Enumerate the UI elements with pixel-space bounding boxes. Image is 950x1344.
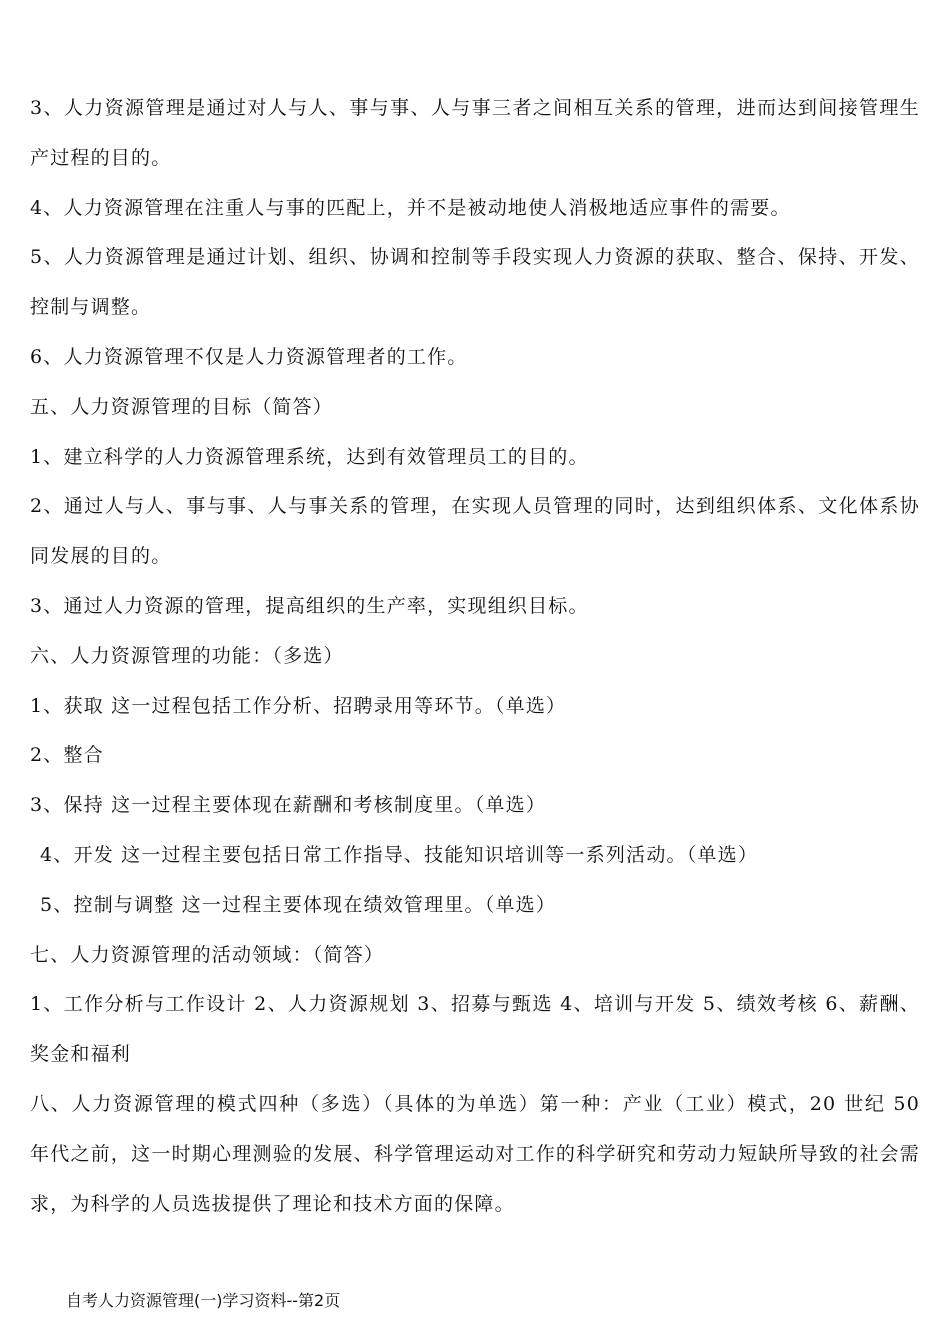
paragraph: 3、保持 这一过程主要体现在薪酬和考核制度里。（单选）: [30, 794, 547, 817]
paragraph: 4、开发 这一过程主要包括日常工作指导、技能知识培训等一系列活动。（单选）: [40, 843, 759, 866]
document-body: [30, 84, 920, 1229]
section-heading: 五、人力资源管理的目标（简答）: [30, 395, 334, 418]
paragraph: 1、工作分析与工作设计 2、人力资源规划 3、招募与甄选 4、培训与开发 5、绩效考核 6、薪酬、奖金和福利: [30, 993, 920, 1066]
section-heading: 七、人力资源管理的活动领域：（简答）: [30, 943, 385, 966]
paragraph: 3、通过人力资源的管理，提高组织的生产率，实现组织目标。: [30, 594, 589, 617]
paragraph: 2、整合: [30, 744, 104, 767]
paragraph: 6、人力资源管理不仅是人力资源管理者的工作。: [30, 345, 468, 368]
paragraph: 4、人力资源管理在注重人与事的匹配上，并不是被动地使人消极地适应事件的需要。: [30, 196, 791, 219]
paragraph: 5、人力资源管理是通过计划、组织、协调和控制等手段实现人力资源的获取、整合、保持、开发、控制与调整。: [30, 246, 920, 319]
section-heading: 六、人力资源管理的功能：（多选）: [30, 644, 344, 667]
paragraph: 2、通过人与人、事与事、人与事关系的管理，在实现人员管理的同时，达到组织体系、文化体系协同发展的目的。: [30, 495, 920, 568]
page-footer: 自考人力资源管理(一)学习资料--第2页: [66, 1291, 341, 1310]
section-heading: 八、人力资源管理的模式四种（多选）（具体的为单选）第一种：产业（工业）模式，20 世纪 50 年代之前，这一时期心理测验的发展、科学管理运动对工作的科学研究和劳动力短缺所导致的社会需求，为科学的人员选拔提供了理论和技术方面的保障。: [30, 1092, 920, 1215]
paragraph: 1、建立科学的人力资源管理系统，达到有效管理员工的目的。: [30, 445, 589, 468]
paragraph: 1、获取 这一过程包括工作分析、招聘录用等环节。（单选）: [30, 694, 567, 717]
paragraph: 5、控制与调整 这一过程主要体现在绩效管理里。（单选）: [40, 893, 557, 916]
paragraph: 3、人力资源管理是通过对人与人、事与事、人与事三者之间相互关系的管理，进而达到间接管理生产过程的目的。: [30, 97, 920, 169]
